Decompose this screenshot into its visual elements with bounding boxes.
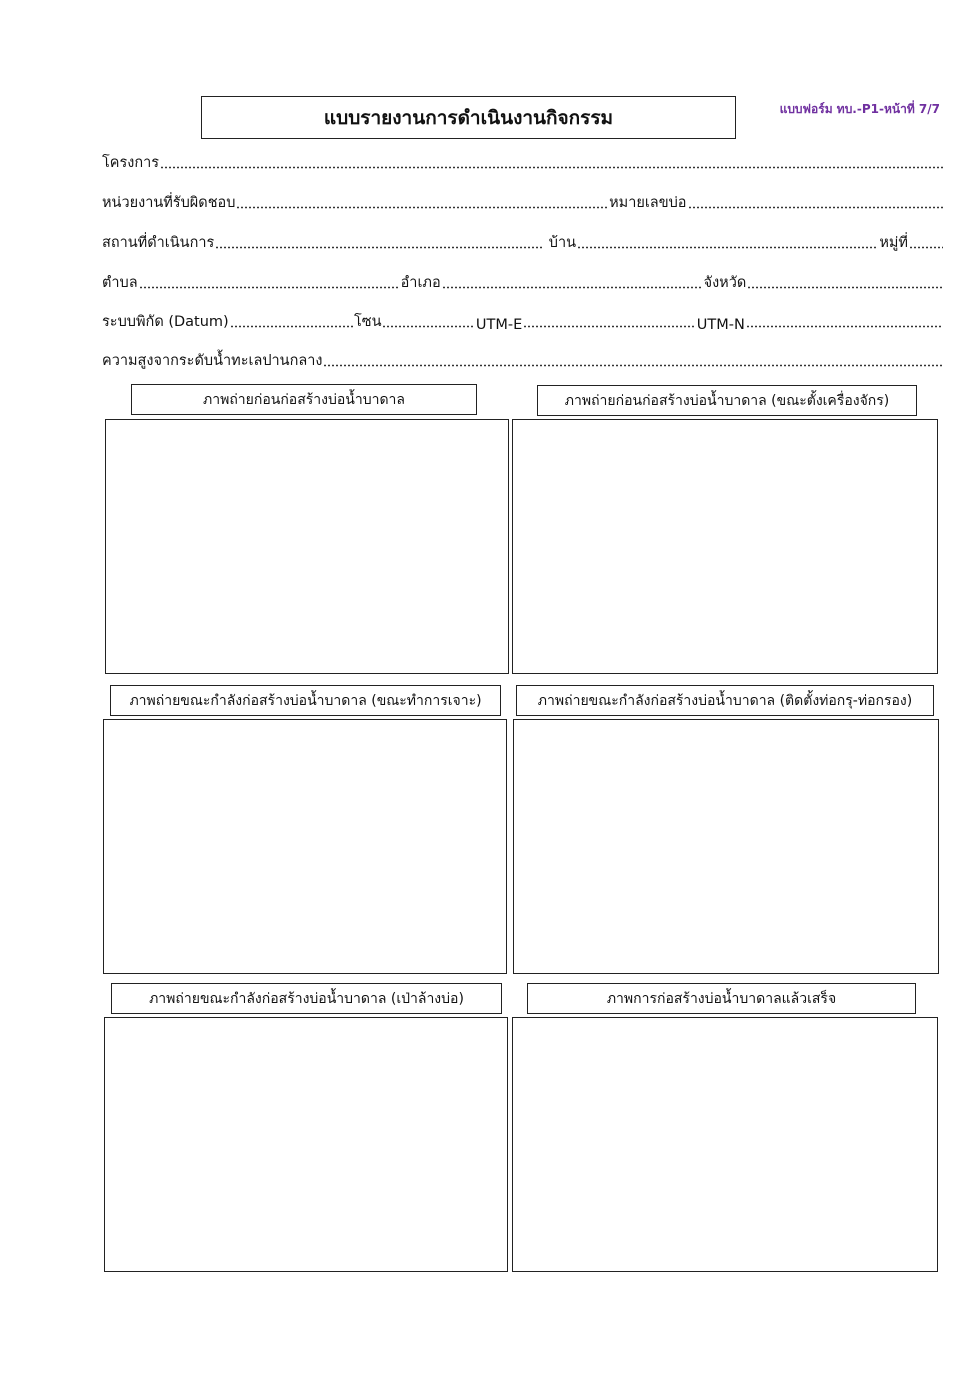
datum-label: ระบบพิกัด (Datum) <box>102 314 229 330</box>
zone-label: โซน <box>353 314 382 330</box>
location-field[interactable] <box>215 246 541 249</box>
village-label: บ้าน <box>548 235 576 251</box>
province-field[interactable] <box>747 286 943 289</box>
village-field[interactable] <box>577 246 878 249</box>
datum-field[interactable] <box>230 325 353 328</box>
subdistrict-label: ตำบล <box>102 275 138 291</box>
location-label: สถานที่ดำเนินการ <box>102 235 215 251</box>
form-title-box <box>201 96 736 139</box>
well-no-label: หมายเลขบ่อ <box>609 195 687 211</box>
moo-label: หมู่ที่ <box>879 235 908 251</box>
field-row-agency <box>102 190 944 214</box>
field-row-location <box>102 230 944 254</box>
province-label: จังหวัด <box>703 275 747 291</box>
elevation-label: ความสูงจากระดับน้ำทะเลปานกลาง <box>102 353 323 369</box>
photo-caption-text: ภาพการก่อสร้างบ่อน้ำบาดาลแล้วเสร็จ <box>606 990 837 1007</box>
moo-field[interactable] <box>909 246 943 249</box>
photo-caption-drilling <box>110 685 501 716</box>
zone-field[interactable] <box>382 325 474 328</box>
field-row-subdistrict <box>102 270 944 294</box>
district-field[interactable] <box>442 286 703 289</box>
photo-caption-text: ภาพถ่ายขณะกำลังก่อสร้างบ่อน้ำบาดาล (ติดตั้งท่อกรุ-ท่อกรอง) <box>537 692 913 709</box>
photo-frame-well-flushing[interactable] <box>104 1017 508 1272</box>
elevation-field[interactable] <box>323 364 943 367</box>
field-row-elevation <box>102 348 944 372</box>
photo-caption-casing-screen <box>516 685 934 716</box>
photo-caption-before-construction <box>131 384 477 415</box>
district-label: อำเภอ <box>400 275 441 291</box>
field-row-project <box>102 150 944 174</box>
photo-caption-text: ภาพถ่ายก่อนก่อสร้างบ่อน้ำบาดาล <box>203 391 405 408</box>
photo-frame-completed[interactable] <box>512 1017 938 1272</box>
utm-n-field[interactable] <box>746 325 943 328</box>
utm-e-label: UTM-E <box>475 317 523 333</box>
photo-frame-machine-setup[interactable] <box>512 419 938 674</box>
photo-caption-text: ภาพถ่ายขณะกำลังก่อสร้างบ่อน้ำบาดาล (ขณะทำการเจาะ) <box>129 692 482 709</box>
well-no-field[interactable] <box>688 206 943 209</box>
utm-e-field[interactable] <box>523 325 696 328</box>
photo-caption-text: ภาพถ่ายขณะกำลังก่อสร้างบ่อน้ำบาดาล (เป่าล้างบ่อ) <box>149 990 464 1007</box>
project-label: โครงการ <box>102 155 160 171</box>
photo-caption-completed <box>527 983 916 1014</box>
form-title: แบบรายงานการดำเนินงานกิจกรรม <box>323 106 614 129</box>
utm-n-label: UTM-N <box>696 317 745 333</box>
photo-caption-machine-setup <box>537 385 917 416</box>
photo-frame-drilling[interactable] <box>103 719 507 974</box>
field-row-coordinates <box>102 309 944 333</box>
form-code: แบบฟอร์ม ทบ.-P1-หน้าที่ 7/7 <box>779 102 940 116</box>
project-field[interactable] <box>160 166 943 169</box>
photo-caption-text: ภาพถ่ายก่อนก่อสร้างบ่อน้ำบาดาล (ขณะตั้งเครื่องจักร) <box>564 392 890 409</box>
photo-frame-casing-screen[interactable] <box>513 719 939 974</box>
subdistrict-field[interactable] <box>139 286 400 289</box>
agency-field[interactable] <box>236 206 608 209</box>
photo-caption-well-flushing <box>111 983 502 1014</box>
photo-frame-before-construction[interactable] <box>105 419 509 674</box>
agency-label: หน่วยงานที่รับผิดชอบ <box>102 195 236 211</box>
